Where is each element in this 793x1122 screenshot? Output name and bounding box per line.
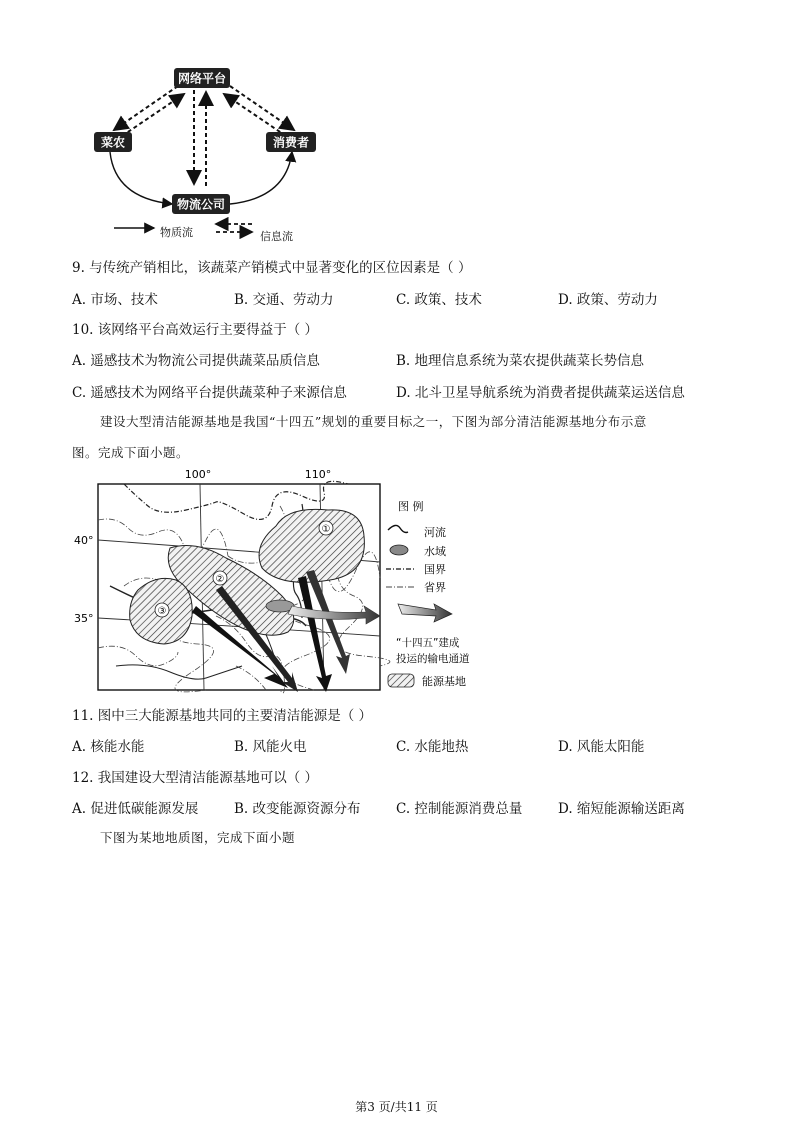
- q10-option-c[interactable]: C. 遥感技术为网络平台提供蔬菜种子来源信息: [72, 385, 347, 401]
- lat-label-35: 35°: [74, 612, 94, 625]
- q11-option-b[interactable]: B. 风能火电: [234, 739, 307, 755]
- lon-label-100: 100°: [184, 468, 212, 481]
- legend-province-border: [386, 580, 446, 594]
- energy-base-label-1: ①: [321, 524, 331, 535]
- energy-intro-line2: 图。完成下面小题。: [72, 445, 190, 460]
- q10-option-b[interactable]: B. 地理信息系统为菜农提供蔬菜长势信息: [396, 353, 645, 369]
- q9-option-c[interactable]: C. 政策、技术: [396, 292, 482, 308]
- node-logistics: [172, 194, 230, 214]
- lon-label-110: 110°: [304, 468, 332, 481]
- svg-text:能源基地: 能源基地: [422, 675, 466, 688]
- svg-text:信息流: 信息流: [260, 230, 293, 243]
- question-11: 11. 图中三大能源基地共同的主要清洁能源是（ ）: [72, 708, 373, 724]
- energy-base-map: [66, 466, 486, 698]
- svg-text:投运的输电通道: 投运的输电通道: [396, 653, 470, 665]
- svg-text:水域: 水域: [424, 545, 446, 558]
- geology-intro: 下图为某地地质图，完成下面小题: [100, 830, 296, 845]
- q10-option-d[interactable]: D. 北斗卫星导航系统为消费者提供蔬菜运送信息: [396, 385, 685, 401]
- svg-text:省界: 省界: [424, 581, 446, 594]
- q10-option-a[interactable]: A. 遥感技术为物流公司提供蔬菜品质信息: [72, 353, 320, 369]
- svg-text:国界: 国界: [424, 563, 446, 576]
- map-legend: [386, 499, 470, 688]
- q11-option-d[interactable]: D. 风能太阳能: [558, 739, 645, 755]
- legend-transmission-channel: [396, 604, 470, 665]
- question-9: 9. 与传统产销相比，该蔬菜产销模式中显著变化的区位因素是（ ）: [72, 260, 472, 276]
- node-consumer: [266, 132, 316, 152]
- legend-title: 图 例: [398, 500, 424, 513]
- svg-text:河流: 河流: [424, 526, 446, 539]
- info-flow-platform-logistics: [194, 90, 206, 186]
- svg-text:物质流: 物质流: [160, 226, 193, 239]
- q12-option-c[interactable]: C. 控制能源消费总量: [396, 801, 523, 817]
- q9-option-d[interactable]: D. 政策、劳动力: [558, 292, 658, 308]
- legend-info-flow: [216, 224, 293, 243]
- legend-water: [390, 544, 446, 558]
- material-flow-farmer-to-logistics: [110, 152, 172, 204]
- info-flow-platform-farmer: [114, 86, 184, 136]
- lat-label-40: 40°: [74, 534, 94, 547]
- q11-option-a[interactable]: A. 核能水能: [72, 739, 145, 755]
- material-flow-logistics-to-consumer: [230, 152, 292, 204]
- legend-material-flow: [114, 225, 193, 239]
- node-farmer: [94, 132, 132, 152]
- node-platform: [174, 68, 230, 88]
- q12-option-b[interactable]: B. 改变能源资源分布: [234, 801, 361, 817]
- energy-base-label-3: ③: [157, 606, 167, 617]
- energy-intro-line1: 建设大型清洁能源基地是我国“十四五”规划的重要目标之一，下图为部分清洁能源基地分布示意: [100, 414, 647, 429]
- q9-option-b[interactable]: B. 交通、劳动力: [234, 292, 334, 308]
- logistics-flow-diagram: [90, 60, 330, 245]
- question-12: 12. 我国建设大型清洁能源基地可以（ ）: [72, 770, 319, 786]
- legend-energy-base: [388, 674, 466, 688]
- q11-option-c[interactable]: C. 水能地热: [396, 739, 469, 755]
- info-flow-platform-consumer: [224, 86, 294, 136]
- question-10: 10. 该网络平台高效运行主要得益于（ ）: [72, 322, 319, 338]
- svg-text:菜农: 菜农: [100, 135, 126, 150]
- q12-option-d[interactable]: D. 缩短能源输送距离: [558, 801, 685, 817]
- legend-river: [388, 525, 446, 539]
- svg-text:“十四五”建成: “十四五”建成: [396, 637, 460, 649]
- svg-text:消费者: 消费者: [272, 135, 310, 150]
- svg-text:物流公司: 物流公司: [176, 197, 226, 212]
- energy-base-label-2: ②: [215, 574, 225, 585]
- svg-text:网络平台: 网络平台: [177, 71, 227, 86]
- q9-option-a[interactable]: A. 市场、技术: [72, 292, 158, 308]
- page-footer: 第3 页/共11 页: [355, 1100, 438, 1114]
- legend-national-border: [386, 563, 446, 576]
- q12-option-a[interactable]: A. 促进低碳能源发展: [72, 801, 199, 817]
